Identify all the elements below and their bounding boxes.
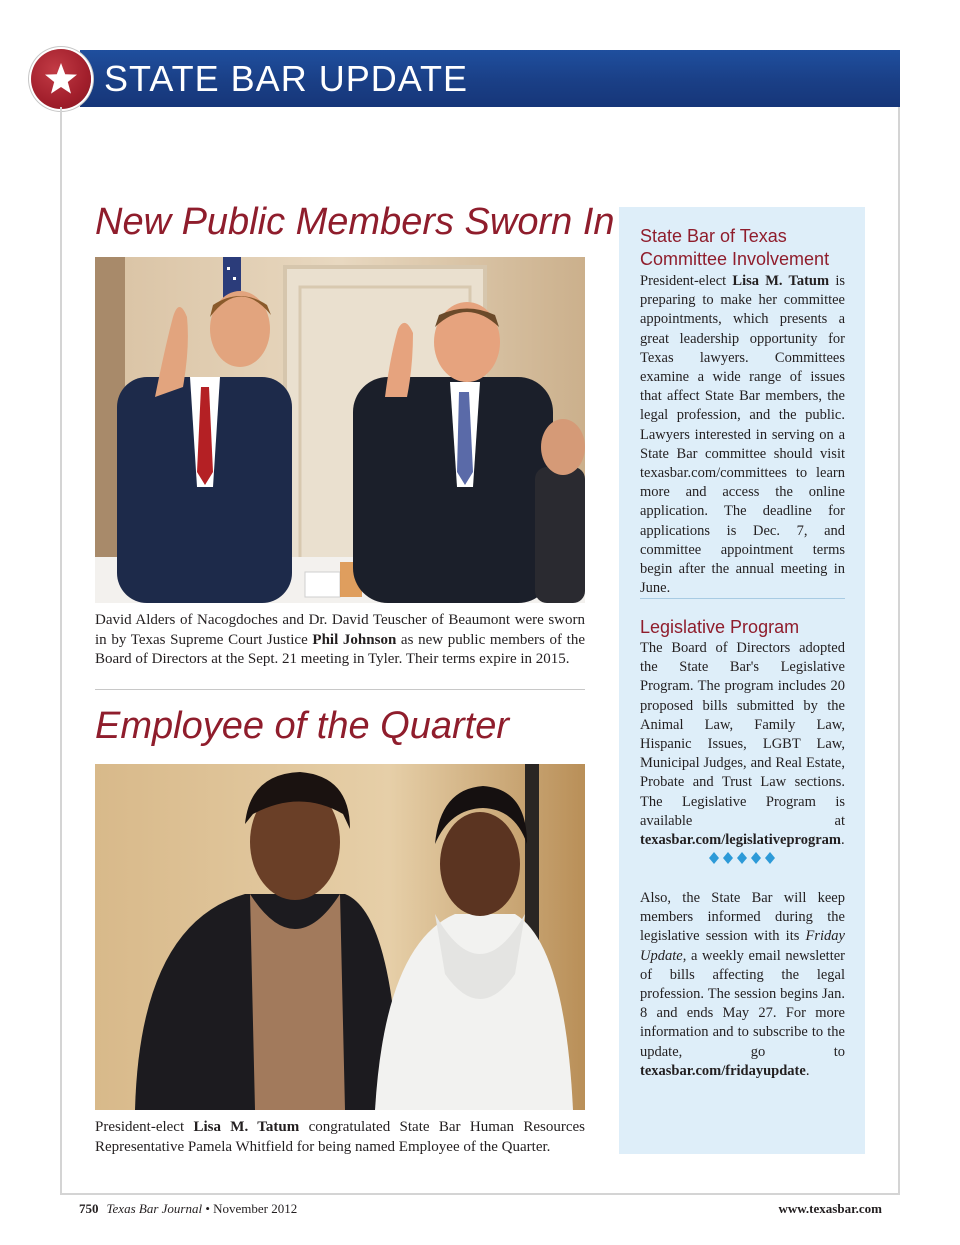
state-bar-seal (31, 49, 91, 109)
star-icon (43, 61, 79, 97)
caption-text: President-elect (95, 1119, 194, 1135)
caption-text: David Alders of Nacogdoches and Dr. David Teuscher of Beaumont were sworn in by Texas Supreme Court Justice (95, 612, 585, 648)
sidebar-text-friday-update (640, 889, 845, 1081)
caption-text-end: congratulated State Bar Human Resources Representative Pamela Whitfield for being named Employee of the Quarter. (95, 1119, 585, 1155)
sidebar-text: President-elect (640, 273, 733, 289)
swearing-in-photo (95, 257, 585, 603)
page-frame-right (898, 107, 900, 1195)
sidebar-title-committee: State Bar of Texas Committee Involvement (640, 226, 830, 269)
sidebar-text-end: is preparing to make her committee appointments, which presents a great leadership opportunity for Texas lawyers. Committees examine a wide range of issues that affect State Bar members, the legal profession, and the public. Lawyers interested in serving on a State Bar committee should visit texasbar.com/committees to learn more and access the online application. The deadline for applications is Dec. 7, and committee appointment terms begin after the annual meeting in June. (640, 273, 845, 597)
sidebar-text-end: . (805, 1062, 810, 1079)
footer-left (79, 1201, 297, 1217)
sidebar-text-committee (640, 272, 845, 598)
sidebar-text-middle: , a weekly email newsletter of bills affecting the legal profession. The session begins Jan. 8 and ends May 27. For more information and to subscribe to the update, go to (640, 947, 845, 1060)
sidebar-text-legislative (640, 639, 845, 850)
sidebar-text: The Board of Directors adopted the State Bar's Legislative Program. The program includes 20 proposed bills submitted by the Animal Law, Family Law, Hispanic Issues, LGBT Law, Municipal Judges, and Real Estate, Probate and Trust Law sections. The Legislative Program is available at (640, 640, 845, 829)
sidebar-text: Also, the State Bar will keep members informed during the legislative session with its (640, 890, 845, 945)
sidebar-divider (640, 598, 845, 599)
legislative-program-link[interactable]: texasbar.com/legislativeprogram (640, 832, 841, 849)
caption-bold-name: Phil Johnson (312, 631, 397, 648)
diamond-ornament-icon (708, 851, 778, 865)
caption-text-end: as new public members of the Board of Directors at the Sept. 21 meeting in Tyler. Their terms expire in 2015. (95, 631, 585, 667)
section-title: STATE BAR UPDATE (104, 58, 469, 99)
sidebar-bold-name: Lisa M. Tatum (732, 273, 830, 289)
article-headline-sworn-in: New Public Members Sworn In (95, 201, 615, 243)
employee-photo (95, 764, 585, 1110)
sidebar-text-end: . (840, 832, 845, 849)
footer-url[interactable]: www.texasbar.com (778, 1201, 882, 1216)
sidebar-title-legislative: Legislative Program (640, 617, 800, 637)
article-headline-employee: Employee of the Quarter (95, 705, 509, 747)
page-frame-bottom (60, 1193, 900, 1195)
page-number: 750 (79, 1201, 99, 1216)
caption-bold-name: Lisa M. Tatum (193, 1119, 300, 1135)
issue-date: November 2012 (213, 1201, 298, 1216)
article-divider (95, 689, 585, 690)
page-frame-left (60, 107, 62, 1195)
journal-name: Texas Bar Journal (106, 1201, 203, 1216)
header-banner (80, 50, 900, 107)
photo-caption-sworn-in (95, 611, 585, 670)
footer-bullet: • (205, 1201, 210, 1216)
photo-caption-employee (95, 1118, 585, 1157)
friday-update-link[interactable]: texasbar.com/fridayupdate (640, 1062, 806, 1079)
friday-update-title: Friday Update (640, 928, 845, 964)
